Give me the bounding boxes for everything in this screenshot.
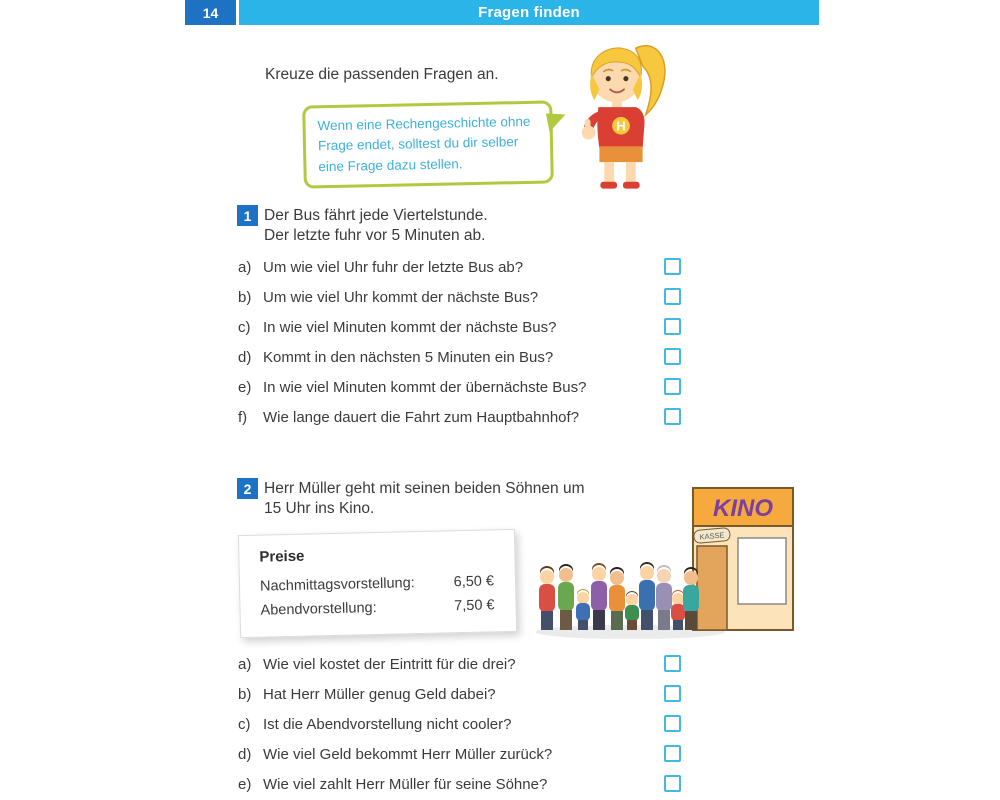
page-number: 14 (185, 0, 236, 25)
girl-eye (623, 76, 628, 81)
speech-bubble (302, 100, 554, 188)
question-row: a) Wie viel kostet der Eintritt für die drei? (238, 656, 516, 673)
instruction-text: Kreuze die passenden Fragen an. (265, 66, 499, 83)
price-row (260, 573, 494, 594)
checkbox-ex2-d[interactable] (664, 745, 681, 762)
price-label: Nachmittagsvorstellung: (259, 575, 415, 595)
girl-thumb (585, 119, 591, 130)
checkbox-ex1-c[interactable] (664, 318, 681, 335)
question-text: Ist die Abendvorstellung nicht cooler? (263, 716, 512, 733)
checkbox-ex1-a[interactable] (664, 258, 681, 275)
price-value: 6,50 € (453, 573, 495, 591)
question-row: b) Um wie viel Uhr kommt der nächste Bus? (238, 289, 539, 306)
question-text: In wie viel Minuten kommt der nächste Bus? (263, 319, 557, 336)
question-row: c) In wie viel Minuten kommt der nächste Bus? (238, 319, 557, 336)
kasse-sign (693, 527, 730, 543)
question-text: Hat Herr Müller genug Geld dabei? (263, 686, 496, 703)
question-row: e) In wie viel Minuten kommt der übernächste Bus? (238, 379, 587, 396)
question-text: Um wie viel Uhr fuhr der letzte Bus ab? (263, 259, 524, 276)
girl-shirt-letter: H (616, 118, 626, 134)
question-text: Kommt in den nächsten 5 Minuten ein Bus? (263, 349, 554, 366)
question-text: Um wie viel Uhr kommt der nächste Bus? (263, 289, 539, 306)
page-header (239, 0, 819, 25)
cinema-illustration (535, 482, 805, 642)
question-row: d) Wie viel Geld bekommt Herr Müller zurück? (238, 746, 553, 763)
checkbox-ex2-a[interactable] (664, 655, 681, 672)
speech-bubble-text: Wenn eine Rechengeschichte ohne Frage endet, solltest du dir selber eine Frage dazu stellen. (317, 113, 531, 174)
question-row: d) Kommt in den nächsten 5 Minuten ein Bus? (238, 349, 554, 366)
exercise-2-prompt: Herr Müller geht mit seinen beiden Söhnen um 15 Uhr ins Kino. (264, 480, 585, 517)
page-header-title: Fragen finden (478, 4, 580, 21)
question-row: b) Hat Herr Müller genug Geld dabei? (238, 686, 496, 703)
question-row: e) Wie viel zahlt Herr Müller für seine Söhne? (238, 776, 548, 793)
question-row: a) Um wie viel Uhr fuhr der letzte Bus ab? (238, 259, 524, 276)
question-text: Wie viel zahlt Herr Müller für seine Söhne? (263, 776, 548, 793)
question-text: Wie viel Geld bekommt Herr Müller zurück? (263, 746, 553, 763)
checkbox-ex2-c[interactable] (664, 715, 681, 732)
question-row: c) Ist die Abendvorstellung nicht cooler? (238, 716, 512, 733)
cinema-sign-text: KINO (713, 495, 773, 522)
question-text: Wie viel kostet der Eintritt für die drei? (263, 656, 516, 673)
girl-eye (606, 76, 611, 81)
price-list-title: Preise (259, 547, 305, 566)
cinema-crowd (539, 562, 699, 630)
checkbox-ex2-b[interactable] (664, 685, 681, 702)
exercise-1-prompt: Der Bus fährt jede Viertelstunde. Der letzte fuhr vor 5 Minuten ab. (264, 207, 488, 244)
price-value: 7,50 € (454, 597, 495, 615)
kasse-sign-text: KASSE (699, 530, 725, 542)
question-text: In wie viel Minuten kommt der übernächste Bus? (263, 379, 587, 396)
checkbox-ex1-d[interactable] (664, 348, 681, 365)
price-list (238, 529, 517, 638)
price-label: Abendvorstellung: (260, 600, 377, 619)
question-row: f) Wie lange dauert die Fahrt zum Hauptbahnhof? (238, 409, 580, 426)
speech-bubble-tail (546, 110, 568, 132)
price-row (260, 597, 494, 618)
checkbox-ex1-f[interactable] (664, 408, 681, 425)
checkbox-ex1-e[interactable] (664, 378, 681, 395)
exercise-2-number: 2 (237, 478, 258, 499)
girl-illustration (567, 34, 675, 192)
checkbox-ex1-b[interactable] (664, 288, 681, 305)
exercise-1-number: 1 (237, 205, 258, 226)
cinema-poster (738, 538, 786, 604)
girl-shorts (599, 146, 642, 162)
cinema-door (697, 546, 727, 630)
question-text: Wie lange dauert die Fahrt zum Hauptbahnhof? (263, 409, 580, 426)
checkbox-ex2-e[interactable] (664, 775, 681, 792)
